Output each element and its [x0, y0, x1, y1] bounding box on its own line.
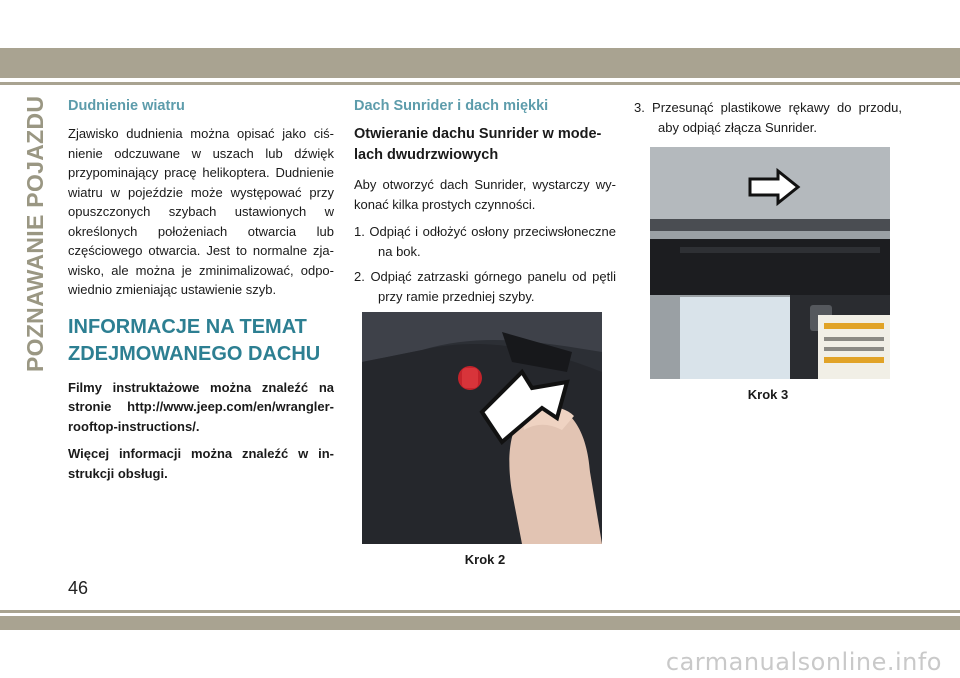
- column-middle: [354, 98, 616, 567]
- caption-step-2: Krok 2: [464, 552, 506, 567]
- paragraph-wind-buffeting: Zjawisko dudnienia można opisać jako ciśnienie odczuwane w uszach lub dźwięk przypominający pracę helikoptera. Dudnienie wiatru w pojeździe może występować przy opuszczonych szybach ustawionych w określonych położeniach otwarcia lub częściowego otwarcia. Jest to normalne zjawisko, ale można je zminimalizować, odpowiednio zmieniając ustawienie szyb.: [68, 126, 334, 297]
- paragraph-manual-ref: Więcej informacji można znaleźć w instrukcji obsługi.: [68, 446, 334, 481]
- photo-step-3: [650, 147, 890, 379]
- photo-step-2: [362, 312, 602, 544]
- paragraph-video-link: Filmy instruktażowe można znaleźć na stronie http://www.jeep.com/en/wrangler-rooftop-instructions/.: [68, 379, 334, 434]
- watermark-text: carmanualsonline.info: [665, 648, 942, 676]
- paragraph-intro: Aby otworzyć dach Sunrider, wystarczy wykonać kilka prostych czynności.: [354, 177, 616, 212]
- header-rule: [0, 82, 960, 85]
- step-1: 1. Odpiąć i odłożyć osłony przeciwsłoneczne na bok.: [354, 224, 616, 259]
- step-2: 2. Odpiąć zatrzaski górnego panelu od pętli przy ramie przedniej szyby.: [354, 269, 616, 304]
- section-side-title: POZNAWANIE POJAZDU: [22, 95, 48, 372]
- heading-opening-sunrider: Otwieranie dachu Sunrider w modelach dwudrzwiowych: [354, 126, 602, 163]
- photo-step-2-illustration: [362, 312, 602, 544]
- heading-wind-buffeting: Dudnienie wiatru: [68, 98, 185, 114]
- caption-step-3: Krok 3: [747, 387, 789, 402]
- footer-band: [0, 616, 960, 630]
- page-number: 46: [68, 578, 89, 598]
- column-right: [634, 98, 902, 402]
- photo-step-3-illustration: [650, 147, 890, 379]
- footer-rule: [0, 610, 960, 613]
- heading-removable-top: INFORMACJE NA TEMAT ZDEJMOWANEGO DACHU: [68, 315, 321, 365]
- column-left: [68, 98, 334, 491]
- step-3: 3. Przesunąć plastikowe rękawy do przodu, aby odpiąć złącza Sunrider.: [634, 100, 902, 135]
- header-band: [0, 48, 960, 78]
- heading-sunrider-soft-top: Dach Sunrider i dach miękki: [354, 98, 549, 114]
